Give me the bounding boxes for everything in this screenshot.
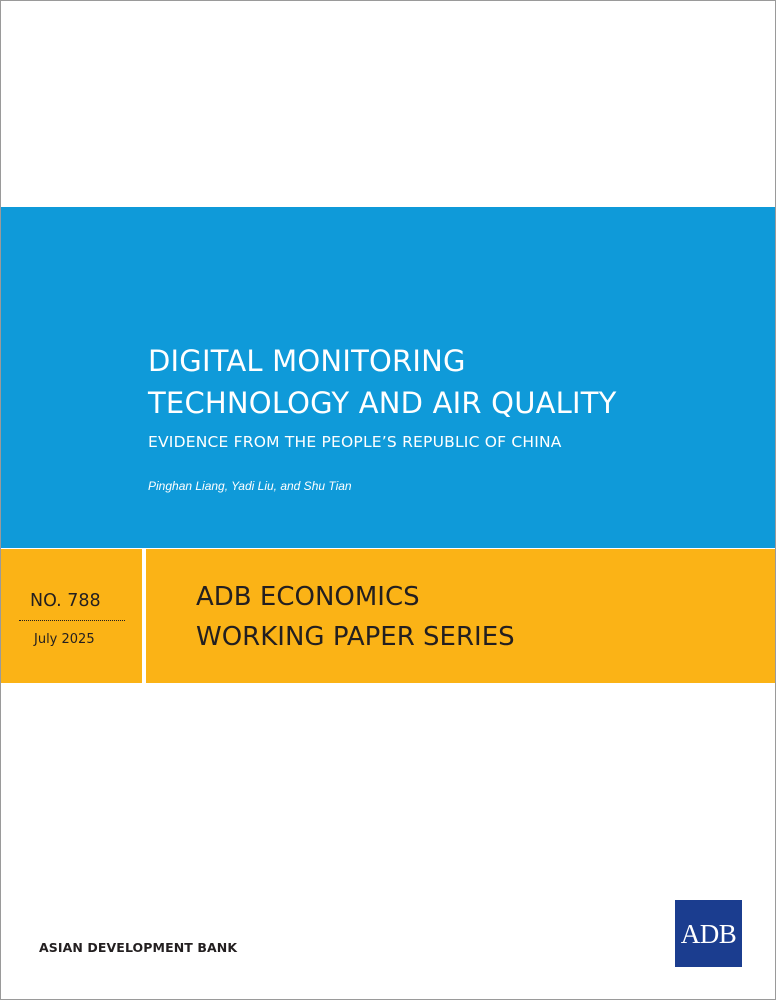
- adb-logo: [675, 900, 742, 967]
- issue-date: July 2025: [34, 632, 95, 647]
- series-title-line-2: WORKING PAPER SERIES: [196, 622, 515, 652]
- series-divider: [142, 549, 146, 683]
- issue-dotted-rule: [19, 620, 125, 621]
- series-title: [196, 577, 515, 657]
- publisher-name: ASIAN DEVELOPMENT BANK: [39, 940, 238, 955]
- adb-logo-text: ADB: [680, 919, 737, 949]
- report-title-line-1: DIGITAL MONITORING: [148, 344, 466, 378]
- issue-number: NO. 788: [30, 591, 101, 611]
- report-subtitle: EVIDENCE FROM THE PEOPLE’S REPUBLIC OF CHINA: [148, 433, 562, 451]
- series-title-line-1: ADB ECONOMICS: [196, 582, 420, 612]
- report-title-line-2: TECHNOLOGY AND AIR QUALITY: [148, 386, 617, 420]
- report-authors: Pinghan Liang, Yadi Liu, and Shu Tian: [148, 479, 352, 493]
- report-title: [148, 340, 617, 424]
